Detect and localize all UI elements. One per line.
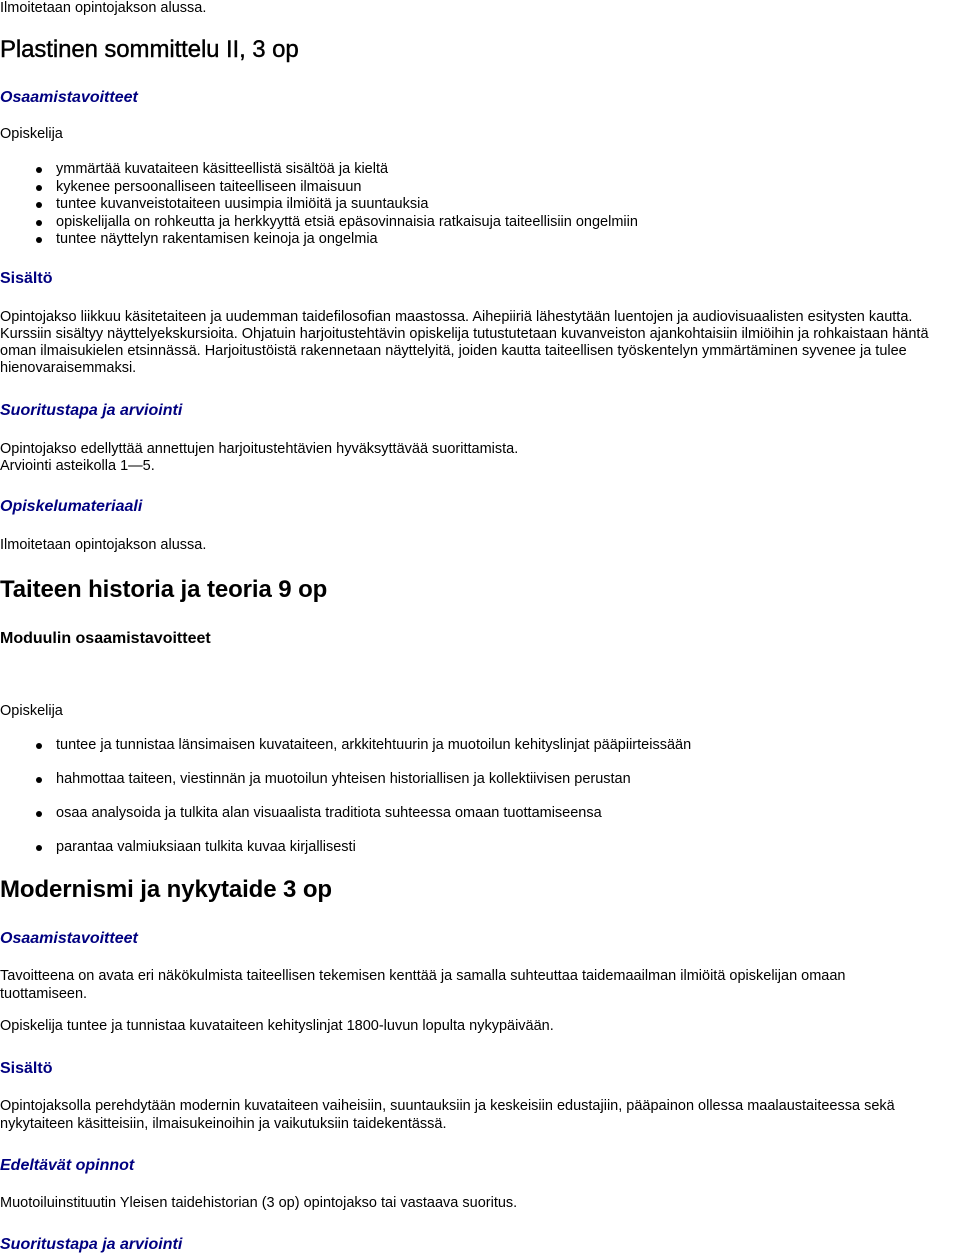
material-heading: Opiskelumateriaali	[0, 498, 143, 515]
content-line: Opintojakso liikkuu käsitetaiteen ja uudemman taidefilosofian maastossa. Aihepiiriä lähestytään luentojen ja audiovisuaalisten esitysten kautta.	[0, 309, 913, 325]
material-text: Ilmoitetaan opintojakson alussa.	[0, 537, 207, 553]
bullet-icon	[36, 185, 42, 191]
course2-objectives-line2: Opiskelija tuntee ja tunnistaa kuvataiteen kehityslinjat 1800-luvun lopulta nykypäivään.	[0, 1018, 554, 1034]
bullet-icon	[36, 811, 42, 817]
list-item: tuntee kuvanveistotaiteen uusimpia ilmiöitä ja suuntauksia	[0, 196, 638, 214]
assessment-line: Opintojakso edellyttää annettujen harjoitustehtävien hyväksyttävää suorittamista.	[0, 441, 519, 457]
list-item: opiskelijalla on rohkeutta ja herkkyyttä etsiä epäsovinnaisia ratkaisuja taiteellisiin ongelmiin	[0, 214, 638, 232]
objectives-list	[0, 161, 638, 249]
bullet-icon	[36, 237, 42, 243]
bullet-icon	[36, 845, 42, 851]
bullet-icon	[36, 777, 42, 783]
bullet-icon	[36, 167, 42, 173]
bullet-icon	[36, 743, 42, 749]
list-item: kykenee persoonalliseen taiteelliseen ilmaisuun	[0, 179, 638, 197]
course-title-plastinen: Plastinen sommittelu II, 3 op	[0, 36, 299, 63]
content-heading: Sisältö	[0, 270, 53, 287]
course2-content-line: Opintojaksolla perehdytään modernin kuvataiteen vaiheisiin, suuntauksiin ja keskeisiin edustajiin, pääpainon ollessa maalaustaiteessa sekä	[0, 1098, 895, 1114]
course2-objectives-line: Tavoitteena on avata eri näkökulmista taiteellisen tekemisen kenttää ja samalla suhteuttaa taidemaailman ilmiöitä opiskelijan omaan	[0, 968, 846, 984]
module-objectives-intro: Opiskelija	[0, 703, 63, 719]
course2-objectives-line: tuottamiseen.	[0, 986, 88, 1002]
prereq-heading: Edeltävät opinnot	[0, 1157, 135, 1174]
bullet-icon	[36, 202, 42, 208]
assessment-heading: Suoritustapa ja arviointi	[0, 402, 183, 419]
course2-content-heading: Sisältö	[0, 1060, 53, 1077]
prereq-text: Muotoiluinstituutin Yleisen taidehistorian (3 op) opintojakso tai vastaava suoritus.	[0, 1195, 518, 1211]
list-item: osaa analysoida ja tulkita alan visuaalista traditiota suhteessa omaan tuottamiseensa	[0, 805, 691, 823]
list-item: parantaa valmiuksiaan tulkita kuvaa kirjallisesti	[0, 839, 691, 857]
course2-objectives-heading: Osaamistavoitteet	[0, 930, 138, 947]
list-item: ymmärtää kuvataiteen käsitteellistä sisältöä ja kieltä	[0, 161, 638, 179]
list-item: hahmottaa taiteen, viestinnän ja muotoilun yhteisen historiallisen ja kollektiivisen perustan	[0, 771, 691, 789]
top-note: Ilmoitetaan opintojakson alussa.	[0, 0, 207, 16]
course-title-modernismi: Modernismi ja nykytaide 3 op	[0, 876, 332, 903]
list-item: tuntee ja tunnistaa länsimaisen kuvataiteen, arkkitehtuurin ja muotoilun kehityslinjat pääpiirteissään	[0, 737, 691, 755]
module-objectives-heading: Moduulin osaamistavoitteet	[0, 630, 211, 647]
module-title: Taiteen historia ja teoria 9 op	[0, 576, 328, 603]
content-line: Kurssiin sisältyy näyttelyekskursioita. Ohjatuin harjoitustehtävin opiskelija tutustutetaan kuvanveiston ajankohtaisiin ilmiöihin ja rohkaistaan häntä	[0, 326, 929, 342]
objectives-heading: Osaamistavoitteet	[0, 89, 138, 106]
assessment-line: Arviointi asteikolla 1—5.	[0, 458, 155, 474]
module-objectives-list	[0, 737, 691, 873]
content-line: oman ilmaisukielen etsinnässä. Harjoitustöistä rakennetaan näyttelyitä, joiden kautta taiteellisen työskentelyn ymmärtäminen syvenee ja tulee	[0, 343, 907, 359]
list-item: tuntee näyttelyn rakentamisen keinoja ja ongelmia	[0, 231, 638, 249]
course2-assessment-heading: Suoritustapa ja arviointi	[0, 1236, 183, 1253]
objectives-intro: Opiskelija	[0, 126, 63, 142]
bullet-icon	[36, 220, 42, 226]
course2-content-line: nykytaiteen käsitteisiin, ilmaisukeinoihin ja vaikutuksiin taidekentässä.	[0, 1116, 447, 1132]
content-line: hienovaraisemmaksi.	[0, 360, 137, 376]
